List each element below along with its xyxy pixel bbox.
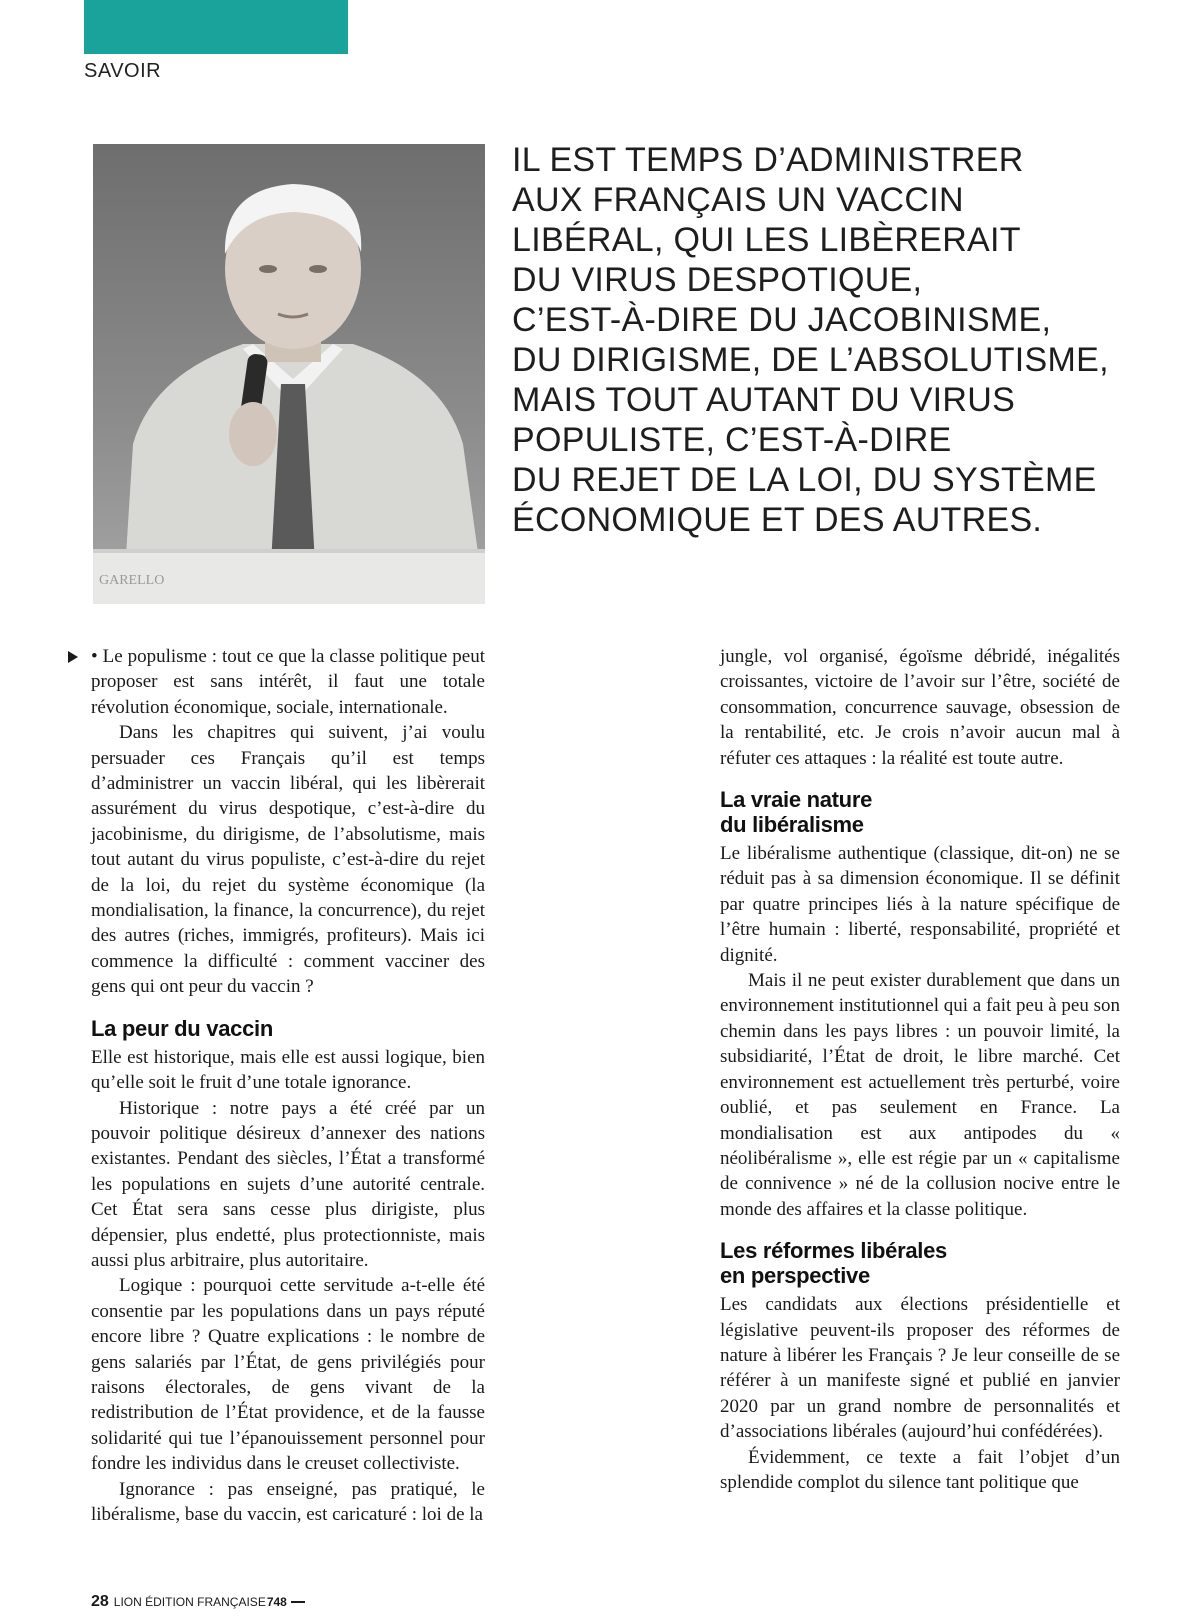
article-column-left [91,644,485,1527]
pull-quote-line: POPULISTE, C’EST-À-DIRE [512,421,952,459]
page-number: 28 [91,1593,109,1610]
body-paragraph: jungle, vol organisé, égoïsme débridé, inégalités croissantes, victoire de l’avoir sur l’être, société de consommation, concurrence sauvage, obsession de la rentabilité, etc. Je crois n’avoir aucun mal à réfuter ces attaques : la réalité est toute autre. [720,646,1120,769]
issue-number: 748 [266,1595,287,1609]
section-color-bar [84,0,348,54]
subheading [720,787,1120,837]
photo-caption-fragment: GARELLO [99,573,165,588]
pull-quote-line: C’EST-À-DIRE DU JACOBINISME, [512,301,1052,339]
section-label: SAVOIR [84,60,162,82]
subheading-line: en perspective [720,1263,870,1289]
body-paragraph: Ignorance : pas enseigné, pas pratiqué, le libéralisme, base du vaccin, est caricaturé : loi de la [91,1478,485,1525]
pull-quote [512,140,1152,540]
subheading-line: La vraie nature [720,787,873,813]
pull-quote-line: IL EST TEMPS D’ADMINISTRER [512,141,1024,179]
body-paragraph: Elle est historique, mais elle est aussi logique, bien qu’elle soit le fruit d’une totale ignorance. [91,1046,485,1094]
pull-quote-line: ÉCONOMIQUE ET DES AUTRES. [512,501,1043,539]
body-paragraph: Logique : pourquoi cette servitude a-t-elle été consentie par les populations dans un pays réputé encore libre ? Quatre explications : le nombre de gens salariés par l’État, de gens privilégiés pour raisons électorales, de gens vivant de la redistribution de l’État providence, et de la fausse solidarité qui tue l’épanouissement personnel pour fondre les individus dans le creuset collectiviste. [91,1275,485,1475]
pull-quote-line: AUX FRANÇAIS UN VACCIN [512,181,964,219]
body-paragraph: Les candidats aux élections présidentielle et législative peuvent-ils proposer des réformes de nature à libérer les Français ? Je leur conseille de se référer à un manifeste signé et publié en janvier 2020 par un grand nombre de personnalités et d’associations libérales (aujourd’hui confédérées). [720,1294,1120,1443]
pull-quote-line: MAIS TOUT AUTANT DU VIRUS [512,381,1016,419]
footer-rule [291,1601,305,1603]
subheading [720,1238,1120,1288]
continuation-arrow-icon [68,651,78,663]
subheading-line: du libéralisme [720,812,864,838]
pull-quote-line: DU DIRIGISME, DE L’ABSOLUTISME, [512,341,1109,379]
article-column-right [720,644,1120,1495]
body-paragraph: • Le populisme : tout ce que la classe politique peut proposer est sans intérêt, il faut une totale révolution économique, sociale, internationale. [91,646,485,718]
pull-quote-line: DU REJET DE LA LOI, DU SYSTÈME [512,461,1097,499]
body-paragraph: Le libéralisme authentique (classique, dit-on) ne se réduit pas à sa dimension économique. Il se définit par quatre principes liés à la nature spécifique de l’être humain : liberté, responsabilité, propriété et dignité. [720,843,1120,966]
subheading-line: Les réformes libérales [720,1238,947,1264]
page-footer [91,1593,305,1611]
portrait-photo [93,144,485,604]
body-paragraph: Dans les chapitres qui suivent, j’ai voulu persuader ces Français qu’il est temps d’administrer un vaccin libéral, qui les libèrerait assurément du virus despotique, c’est-à-dire du jacobinisme, du dirigisme, de l’absolutisme, mais tout autant du virus populiste, c’est-à-dire du rejet de la loi, du rejet du système économique (la mondialisation, la finance, la concurrence), du rejet des autres (riches, immigrés, profiteurs). Mais ici commence la difficulté : comment vacciner des gens qui ont peur du vaccin ? [91,722,485,998]
body-paragraph: Mais il ne peut exister durablement que dans un environnement institutionnel qui a fait peu à peu son chemin dans les pays libres : un pouvoir limité, la subsidiarité, l’État de droit, le libre marché. Cet environnement est actuellement très perturbé, voire oublié, et pas seulement en France. La mondialisation est aux antipodes du « néolibéralisme », elle est régie par un « capitalisme de connivence » né de la collusion nocive entre le monde des affaires et la classe politique. [720,970,1120,1220]
subheading: La peur du vaccin [91,1015,273,1041]
body-paragraph: Historique : notre pays a été créé par un pouvoir politique désireux d’annexer des nations existantes. Pendant des siècles, l’État a transformé les populations en sujets d’une autorité centrale. Cet État sera sans cesse plus dirigiste, plus dépensier, plus endetté, plus protectionniste, mais aussi plus arbitraire, plus autoritaire. [91,1097,485,1271]
body-paragraph: Évidemment, ce texte a fait l’objet d’un splendide complot du silence tant politique que [720,1446,1120,1493]
pull-quote-line: DU VIRUS DESPOTIQUE, [512,261,923,299]
pull-quote-line: LIBÉRAL, QUI LES LIBÈRERAIT [512,221,1021,259]
publication-name: LION ÉDITION FRANÇAISE [113,1595,266,1609]
